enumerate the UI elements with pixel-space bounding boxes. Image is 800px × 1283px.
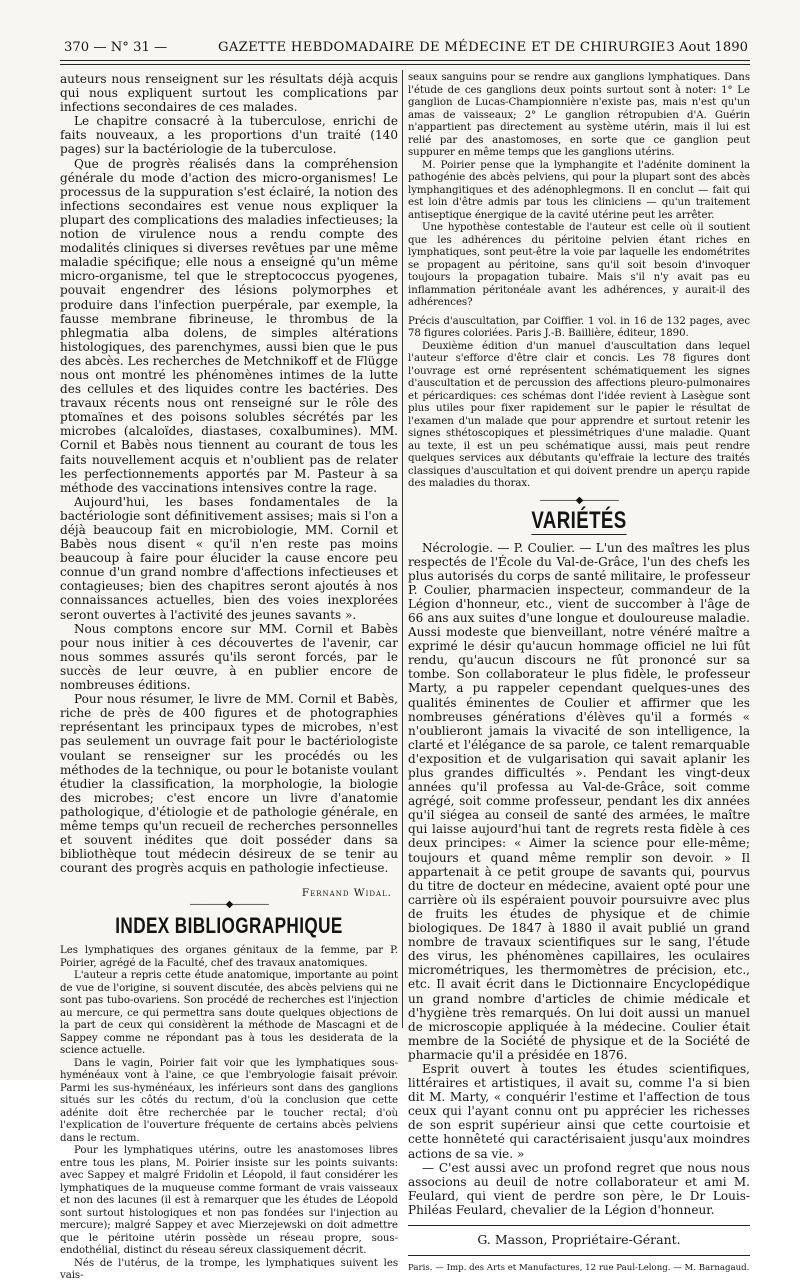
index-text: [60, 945, 398, 1283]
paragraph: seaux sanguins pour se rendre aux ganglions lymphatiques. Dans l'étude de ces ganglions deux points surtout sont à noter: 1° Le ganglion de Lucas-Championnière n'existe pas, mais n'est qu'un amas de vaisseaux; 2° Le ganglion rétropubien d'A. Guérin n'appartient pas directement au système utérin, mais il lui est relié par des anastomoses, en sorte que ce ganglion peut suppurer en même temps que les ganglions utérins.: [408, 72, 750, 158]
book-reference: Les lymphatiques des organes génitaux de la femme, par P. Poirier, agrégé de la Faculté, chef des travaux anatomiques.: [60, 945, 398, 969]
paragraph: Aujourd'hui, les bases fondamentales de la bactériologie sont définitivement assises; mais si l'on a déjà beaucoup fait en microbiologie, MM. Cornil et Babès nous disent « qu'il n'en reste pas moins beaucoup à faire pour élucider la cause encore peu connue d'un grand nombre d'affections infectieuses et contagieuses; bien des chapitres seront ajoutés à nos connaissances actuelles, bien des voies inexplorées seront ouvertes à l'activité des jeunes savants ».: [60, 494, 398, 622]
paragraph: Nés de l'utérus, de la trompe, les lymphatiques suivent les vais-: [60, 1257, 398, 1282]
paragraph: Pour les lymphatiques utérins, outre les anastomoses libres entre tous les plans, M. Poirier insiste sur les points suivants: avec Sappey et malgré Fridolin et Léopold, il faut considérer les lymphatiques de la muqueuse comme formant de vrais vaisseaux et non des lacunes (il est à remarquer que les études de Léopold sont surtout histologiques et non pas fondées sur l'injection au mercure); malgré Sappey et avec Mierzejewski on doit admettre que le péritoine utérin possède un réseau propre, sous-endothélial, distinct du réseau séreux classiquement décrit.: [60, 1145, 398, 1257]
review-text: [60, 72, 398, 875]
paragraph: M. Poirier pense que la lymphangite et l'adénite dominent la pathogénie des abcès pelviens, qui pour la plupart sont des abcès lymphangitiques et des adénophlegmons. Il en conclut — fait qui est loin d'être admis par tous les cliniciens — qu'un traitement antiseptique énergique de la cavité utérine peut les arrêter.: [408, 159, 750, 221]
paragraph: Une hypothèse contestable de l'auteur est celle où il soutient que les adhérences du péritoine pelvien étant riches en lymphatiques, sont peut-être la voie par laquelle les endométrites se propagent au péritoine, sans qu'il soit besoin d'invoquer toujours la propagation tubaire. Mais s'il n'y avait pas eu inflammation péritonéale avant les adhérences, y aurait-il des adhérences?: [408, 222, 750, 308]
imprint-line: Paris. — Imp. des Arts et Manufactures, 12 rue Paul-Lelong. — M. Barnagaud.: [408, 1263, 750, 1273]
book-reference: Précis d'auscultation, par Coiffier. 1 vol. in 16 de 132 pages, avec 78 figures coloriées. Paris J.-B. Baillière, éditeur, 1890.: [408, 315, 750, 339]
header-rule-bottom: [60, 64, 750, 65]
page-header: [64, 38, 748, 58]
ornament-divider: ————◆————: [539, 494, 619, 506]
paragraph: auteurs nous renseignent sur les résultats déjà acquis qui nous expliquent surtout les complications par infections secondaires de ces malades.: [60, 72, 398, 115]
index-text-continued: [408, 72, 750, 491]
paragraph: Le chapitre consacré à la tuberculose, enrichi de faits nouveaux, a les proportions d'un traité (140 pages) sur la bactériologie de la tuberculose.: [60, 114, 398, 157]
column-divider: [402, 70, 403, 1028]
varietes-text: [408, 541, 750, 1218]
paragraph: L'auteur a repris cette étude anatomique, importante au point de vue de l'origine, si souvent discutée, des abcès pelviens qui ne sont pas tubo-ovariens. Son procédé de recherches est l'injection au mercure, ce qui permettra sans doute quelques objections de la part de ceux qui considèrent la méthode de Mascagni et de Sappey comme ne répondant pas à tous les desiderata de la science actuelle.: [60, 970, 398, 1057]
publisher-line: G. Masson, Propriétaire-Gérant.: [477, 1232, 681, 1247]
varietes-heading-text: VARIÉTÉS: [531, 506, 627, 534]
paragraph: Deuxième édition d'un manuel d'auscultation dans lequel l'auteur s'efforce d'être clair et concis. Les 78 figures dont l'ouvrage est orné représentent schématiquement les signes d'auscultation et de percussion des affections pleuro-pulmonaires et péricardiques: ces schémas dont l'idée revient à Lasègue sont plus utiles pour fixer rapidement sur le papier le résultat de l'examen d'un malade que pour apprendre et surtout retenir les signes sthétoscopiques et plessimétriques d'une maladie. Quant au texte, il est un peu schématique aussi, mais peut rendre quelques services aux débutants qu'effraie la lecture des traités classiques d'auscultation et qui doivent prendre un aperçu rapide des maladies du thorax.: [408, 340, 750, 489]
right-column: [408, 72, 750, 1274]
paragraph: Pour nous résumer, le livre de MM. Cornil et Babès, riche de près de 400 figures et de photographies représentant les principaux types de microbes, n'est pas seulement un ouvrage fait pour le bactériologiste voulant se renseigner sur les procédés ou les méthodes de la technique, ou pour le botaniste voulant étudier la classification, la morphologie, la biologie des microbes; c'est encore un livre d'anatomie pathologique, d'étiologie et de pathologie générale, en même temps qu'un recueil de recherches personnelles et souvent inédites que doit posséder dans sa bibliothèque tout médecin désireux de se tenir au courant des progrès acquis en pathologie infectieuse.: [60, 692, 398, 876]
journal-title: GAZETTE HEBDOMADAIRE DE MÉDECINE ET DE CHIRURGIE: [218, 40, 666, 55]
publisher-masthead: [408, 1225, 750, 1256]
index-bibliographique-heading: INDEX BIBLIOGRAPHIQUE: [115, 913, 343, 939]
paragraph: Esprit ouvert à toutes les études scientifiques, littéraires et artistiques, il avait su, comme l'a si bien dit M. Marty, « conquérir l'estime et l'affection de tous ceux qui l'ayant connu ont pu apprécier les richesses de son esprit supérieur ainsi que cette courtoisie et cette honnêteté qui caractérisaient jusqu'aux moindres actions de sa vie. »: [408, 1061, 750, 1161]
paragraph: — C'est aussi avec un profond regret que nous nous associons au deuil de notre collaborateur et ami M. Feulard, qui vient de perdre son père, le Dr Louis-Philéas Feulard, chevalier de la Légion d'honneur.: [408, 1160, 750, 1217]
issue-date: 3 Aout 1890: [666, 40, 748, 55]
varietes-heading: [446, 507, 713, 535]
page-number: 370 — N° 31 —: [64, 40, 168, 55]
paragraph: Dans le vagin, Poirier fait voir que les lymphatiques sous-hyménéaux vont à l'aine, ce que l'embryologie faisait prévoir. Parmi les sus-hyménéaux, les inférieurs sont dans des ganglions situés sur les côtés du rectum, d'où la conclusion que cette adénite doit être recherchée par le toucher rectal; d'où l'explication de l'ouverture fréquente de certains abcès pelviens dans le rectum.: [60, 1057, 398, 1144]
header-rule-top: [60, 60, 750, 61]
paragraph: Que de progrès réalisés dans la compréhension générale du mode d'action des micro-organismes! Le processus de la suppuration s'est éclairé, la notion des infections secondaires est venue nous expliquer la plupart des complications des maladies infectieuses; la notion de virulence nous a rendu compte des modalités cliniques si diverses revêtues par une même maladie spécifique; elle nous a enseigné qu'un même micro-organisme, tel que le streptococcus pyogenes, pouvait engendrer des lésions polymorphes et produire dans l'infection puerpérale, par exemple, la fausse membrane fibrineuse, le thrombus de la phlegmatia alba dolens, de simples altérations histologiques, des parenchymes, aussi bien que le pus des abcès. Les recherches de Metchnikoff et de Flügge nous ont montré les phénomènes intimes de la lutte des cellules et des liquides contre les bactéries. Des travaux récents nous ont renseigné sur le rôle des ptomaïnes et des poisons solubles sécrétés par les microbes (alcaloïdes, diastases, coxalbumines). MM. Cornil et Babès nous tiennent au courant de tous les faits nouvellement acquis et n'oublient pas de relater les perfectionnements apportés par M. Pasteur à sa méthode des vaccinations intensives contre la rage.: [60, 156, 398, 495]
necrology-paragraph: Nécrologie. — P. Coulier. — L'un des maîtres les plus respectés de l'École du Val-de-Grâce, l'un des chefs les plus autorisés du corps de santé militaire, le professeur P. Coulier, pharmacien inspecteur, commandeur de la Légion d'honneur, etc., vient de succomber à l'âge de 66 ans aux suites d'une longue et douloureuse maladie. Aussi modeste que bienveillant, notre vénéré maître a exprimé le désir qu'aucun hommage officiel ne lui fût rendu, qu'aucun discours ne fût prononcé sur sa tombe. Son collaborateur le plus fidèle, le professeur Marty, a pu rappeler cependant quelques-unes des qualités éminentes de Coulier et affirmer que les nombreuses générations d'élèves qu'il a formés « n'oublieront jamais la vivacité de son intelligence, la clarté et l'élégance de sa parole, ce talent remarquable d'exposition et de vulgarisation qui savait aplanir les plus grandes difficultés ». Pendant les vingt-deux années qu'il professa au Val-de-Grâce, soit comme agrégé, soit comme professeur, pendant les dix années qu'il siégea au conseil de santé des armées, le maître qui laisse aujourd'hui tant de regrets resta fidèle à ces deux principes: « Aimer la science pour elle-même; toujours et quand même remplir son devoir. » Il appartenait à ce petit groupe de savants qui, pourvus du titre de docteur en médecine, avaient opté pour une carrière où ils espéraient pouvoir poursuivre avec plus de fruits les études de physique et de chimie biologiques. De 1847 à 1880 il avait publié un grand nombre de travaux scientifiques sur le sang, l'étude des virus, les phénomènes capillaires, les oculaires micrométriques, les thermomètres de précision, etc., etc. Il avait écrit dans le Dictionnaire Encyclopédique un grand nombre d'articles de chimie médicale et d'hygiène très remarqués. On lui doit aussi un manuel de microscopie appliquée à la médecine. Coulier était membre de la Société de physique et de la Société de pharmacie qu'il a présidée en 1876.: [408, 540, 750, 1062]
paragraph: Nous comptons encore sur MM. Cornil et Babès pour nous initier à ces découvertes de l'avenir, car nous sommes assurés qu'ils seront forcés, par le succès de leur œuvre, à en publier encore de nombreuses éditions.: [60, 621, 398, 693]
left-column: [60, 72, 398, 1283]
ornament-divider: ————◆————: [189, 899, 269, 911]
author-signature: Fernand Widal.: [301, 887, 392, 900]
